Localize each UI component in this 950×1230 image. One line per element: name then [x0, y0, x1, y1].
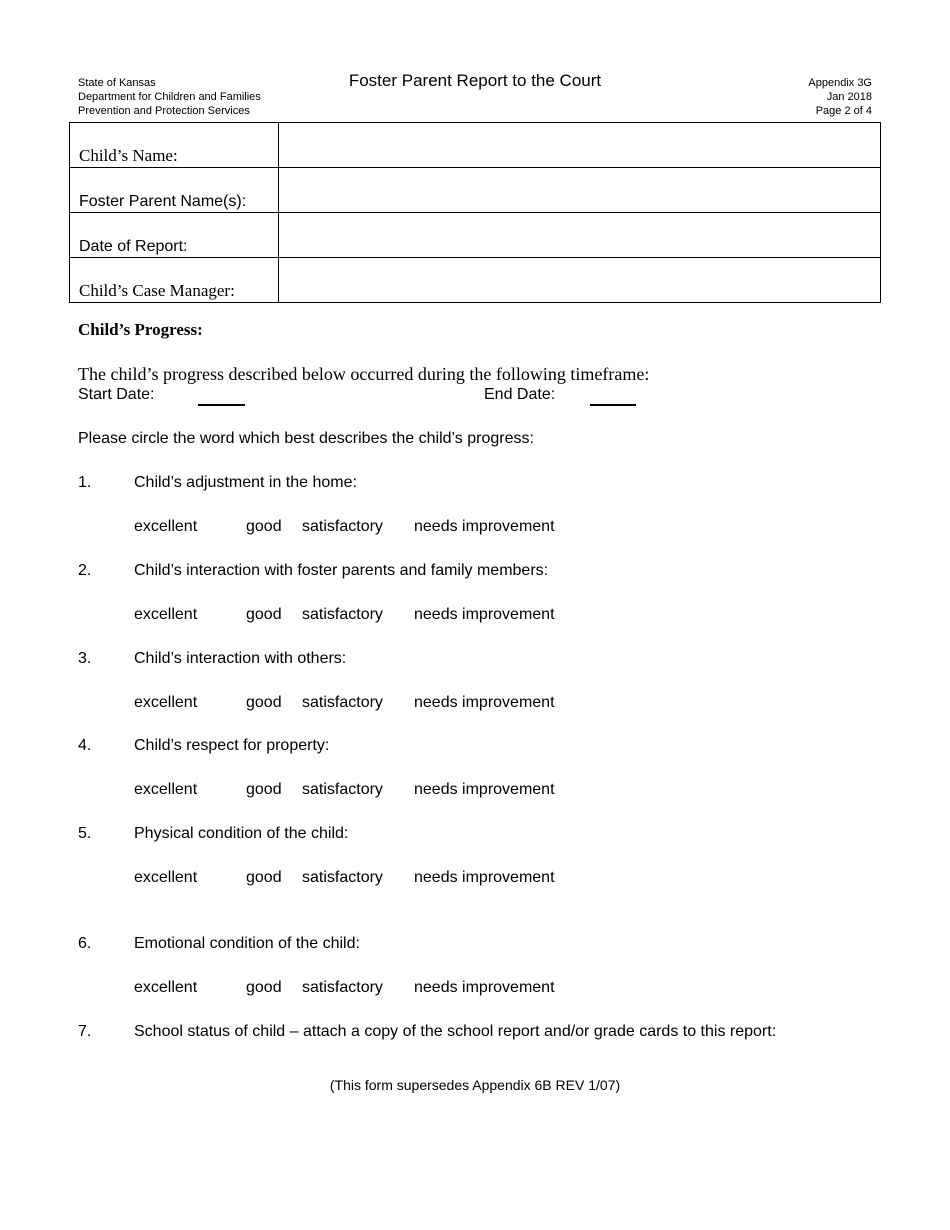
option-excellent[interactable]: excellent	[134, 979, 198, 996]
table-row	[70, 168, 881, 213]
option-excellent[interactable]: excellent	[134, 606, 198, 623]
option-good[interactable]: good	[246, 781, 282, 798]
instruction-text: Please circle the word which best describes the child’s progress:	[78, 430, 534, 447]
question-number: 6.	[78, 935, 92, 952]
question-number: 5.	[78, 825, 92, 842]
option-good[interactable]: good	[246, 606, 282, 623]
question-text: Emotional condition of the child:	[134, 935, 360, 952]
option-good[interactable]: good	[246, 869, 282, 886]
question-text: School status of child – attach a copy of the school report and/or grade cards to this report:	[134, 1023, 777, 1040]
header-appendix: Appendix 3G	[808, 77, 872, 89]
option-needs-improvement[interactable]: needs improvement	[414, 979, 555, 996]
page-title: Foster Parent Report to the Court	[348, 71, 602, 90]
foster-parent-names-label: Foster Parent Name(s):	[70, 168, 279, 213]
header-form-info	[808, 76, 872, 118]
option-good[interactable]: good	[246, 518, 282, 535]
option-satisfactory[interactable]: satisfactory	[302, 781, 383, 798]
option-needs-improvement[interactable]: needs improvement	[414, 869, 555, 886]
table-row	[70, 123, 881, 168]
option-excellent[interactable]: excellent	[134, 869, 198, 886]
table-row	[70, 213, 881, 258]
option-good[interactable]: good	[246, 694, 282, 711]
question-text: Child’s interaction with foster parents and family members:	[134, 562, 549, 579]
option-needs-improvement[interactable]: needs improvement	[414, 694, 555, 711]
option-satisfactory[interactable]: satisfactory	[302, 518, 383, 535]
option-satisfactory[interactable]: satisfactory	[302, 869, 383, 886]
table-row	[70, 258, 881, 303]
header-state: State of Kansas	[78, 77, 156, 89]
foster-parent-names-field[interactable]	[279, 168, 881, 213]
option-good[interactable]: good	[246, 979, 282, 996]
question-text: Child’s interaction with others:	[134, 650, 347, 667]
question-number: 3.	[78, 650, 92, 667]
date-of-report-field[interactable]	[279, 213, 881, 258]
option-satisfactory[interactable]: satisfactory	[302, 606, 383, 623]
question-text: Child’s respect for property:	[134, 737, 330, 754]
option-excellent[interactable]: excellent	[134, 694, 198, 711]
option-excellent[interactable]: excellent	[134, 781, 198, 798]
header-date: Jan 2018	[826, 91, 872, 103]
option-excellent[interactable]: excellent	[134, 518, 198, 535]
option-satisfactory[interactable]: satisfactory	[302, 979, 383, 996]
section-title-progress: Child’s Progress:	[78, 320, 203, 339]
question-number: 7.	[78, 1023, 92, 1040]
footer-note: (This form supersedes Appendix 6B REV 1/07)	[329, 1077, 621, 1093]
option-satisfactory[interactable]: satisfactory	[302, 694, 383, 711]
start-date-field[interactable]	[198, 404, 245, 406]
question-text: Physical condition of the child:	[134, 825, 349, 842]
option-needs-improvement[interactable]: needs improvement	[414, 606, 555, 623]
case-manager-label: Child’s Case Manager:	[70, 258, 279, 303]
start-date-label: Start Date:	[78, 386, 155, 403]
end-date-label: End Date:	[484, 386, 556, 403]
header-page-number: Page 2 of 4	[815, 105, 872, 117]
question-number: 1.	[78, 474, 92, 491]
header-department: Department for Children and Families	[78, 91, 261, 103]
question-number: 4.	[78, 737, 92, 754]
timeframe-intro: The child’s progress described below occurred during the following timeframe:	[78, 364, 650, 384]
end-date-field[interactable]	[590, 404, 636, 406]
childs-name-label: Child’s Name:	[70, 123, 279, 168]
childs-name-field[interactable]	[279, 123, 881, 168]
question-text: Child’s adjustment in the home:	[134, 474, 357, 491]
option-needs-improvement[interactable]: needs improvement	[414, 781, 555, 798]
question-number: 2.	[78, 562, 92, 579]
option-needs-improvement[interactable]: needs improvement	[414, 518, 555, 535]
header-division: Prevention and Protection Services	[78, 105, 250, 117]
case-manager-field[interactable]	[279, 258, 881, 303]
child-info-table	[69, 122, 881, 303]
date-of-report-label: Date of Report:	[70, 213, 279, 258]
